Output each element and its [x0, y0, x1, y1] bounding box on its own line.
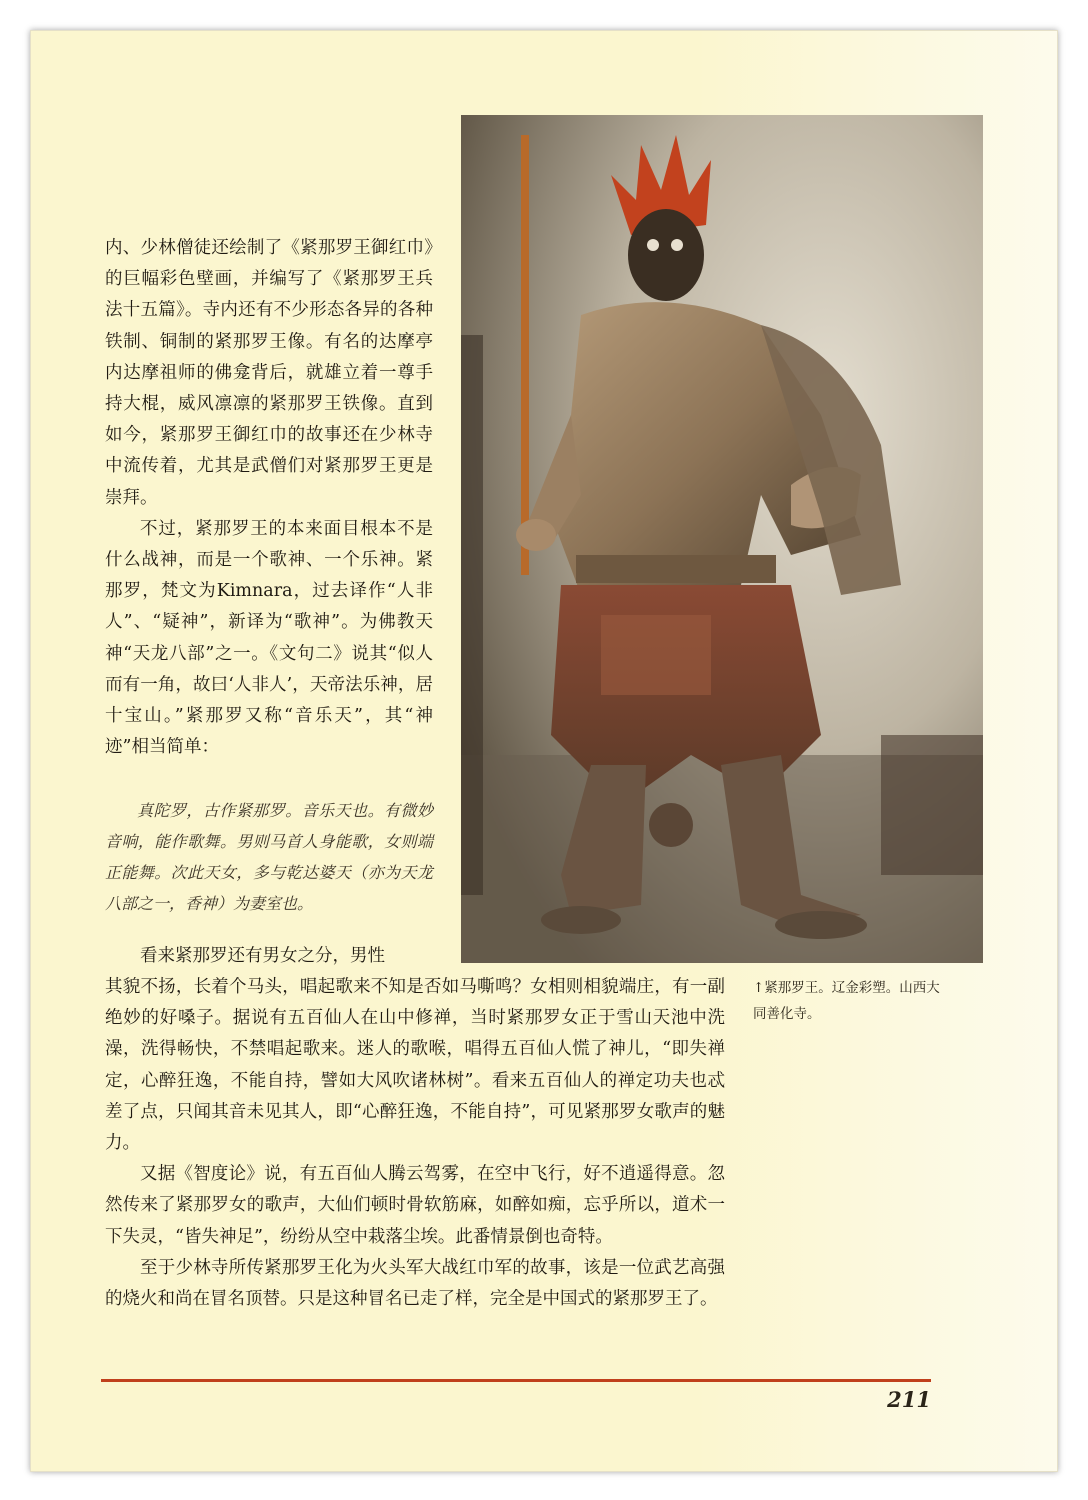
paragraph: 至于少林寺所传紧那罗王化为火头军大战红巾军的故事，该是一位武艺高强的烧火和尚在冒名顶替。只是这种冒名已走了样，完全是中国式的紧那罗王了。 — [105, 1257, 725, 1310]
paragraph: 其貌不扬，长着个马头，唱起歌来不知是否如马嘶鸣？女相则相貌端庄，有一副绝妙的好嗓子。据说有五百仙人在山中修禅，当时紧那罗女正于雪山天池中洗澡，洗得畅快，不禁唱起歌来。迷人的歌喉，唱得五百仙人慌了神儿，“即失禅定，心醉狂逸，不能自持，譬如大风吹诸林树”。看来五百仙人的禅定功夫也忒差了点，只闻其音未见其人，即“心醉狂逸，不能自持”，可见紧那罗女歌声的魅力。 — [105, 977, 725, 1154]
quotation-block — [105, 795, 433, 919]
body-text-bottom — [105, 972, 725, 1315]
paragraph: 看来紧那罗还有男女之分，男性 — [140, 946, 385, 966]
page-number: 211 — [887, 1387, 931, 1412]
photo-caption: ↑紧那罗王。辽金彩塑。山西大同善化寺。 — [753, 980, 940, 1022]
body-text-bottom-first-line — [105, 941, 445, 972]
paragraph: 不过，紧那罗王的本来面目根本不是什么战神，而是一个歌神、一个乐神。紧那罗，梵文为Kimnara，过去译作“人非人”、“疑神”，新译为“歌神”。为佛教天神“天龙八部”之一。《文句二》说其“似人而有一角，故曰‘人非人’，天帝法乐神，居十宝山。”紧那罗又称“音乐天”，其“神迹”相当简单： — [105, 518, 433, 758]
paragraph: 内、少林僧徒还绘制了《紧那罗王御红巾》的巨幅彩色壁画，并编写了《紧那罗王兵法十五篇》。寺内还有不少形态各异的各种铁制、铜制的紧那罗王像。有名的达摩亭内达摩祖师的佛龛背后，就雄立着一尊手持大棍，威风凛凛的紧那罗王铁像。直到如今，紧那罗王御红巾的故事还在少林寺中流传着，尤其是武僧们对紧那罗王更是崇拜。 — [105, 238, 433, 508]
quotation-text: 真陀罗，古作紧那罗。音乐天也。有微妙音响，能作歌舞。男则马首人身能歌，女则端正能舞。次此天女，多与乾达婆天（亦为天龙八部之一，香神）为妻室也。 — [105, 801, 433, 913]
statue-illustration — [461, 115, 983, 963]
statue-photo — [461, 115, 983, 963]
footer-rule — [101, 1379, 931, 1382]
paragraph: 又据《智度论》说，有五百仙人腾云驾雾，在空中飞行，好不逍遥得意。忽然传来了紧那罗女的歌声，大仙们顿时骨软筋麻，如醉如痴，忘乎所以，道术一下失灵，“皆失神足”，纷纷从空中栽落尘埃。此番情景倒也奇特。 — [105, 1164, 725, 1247]
body-text-top — [105, 233, 433, 763]
book-page — [30, 30, 1058, 1472]
